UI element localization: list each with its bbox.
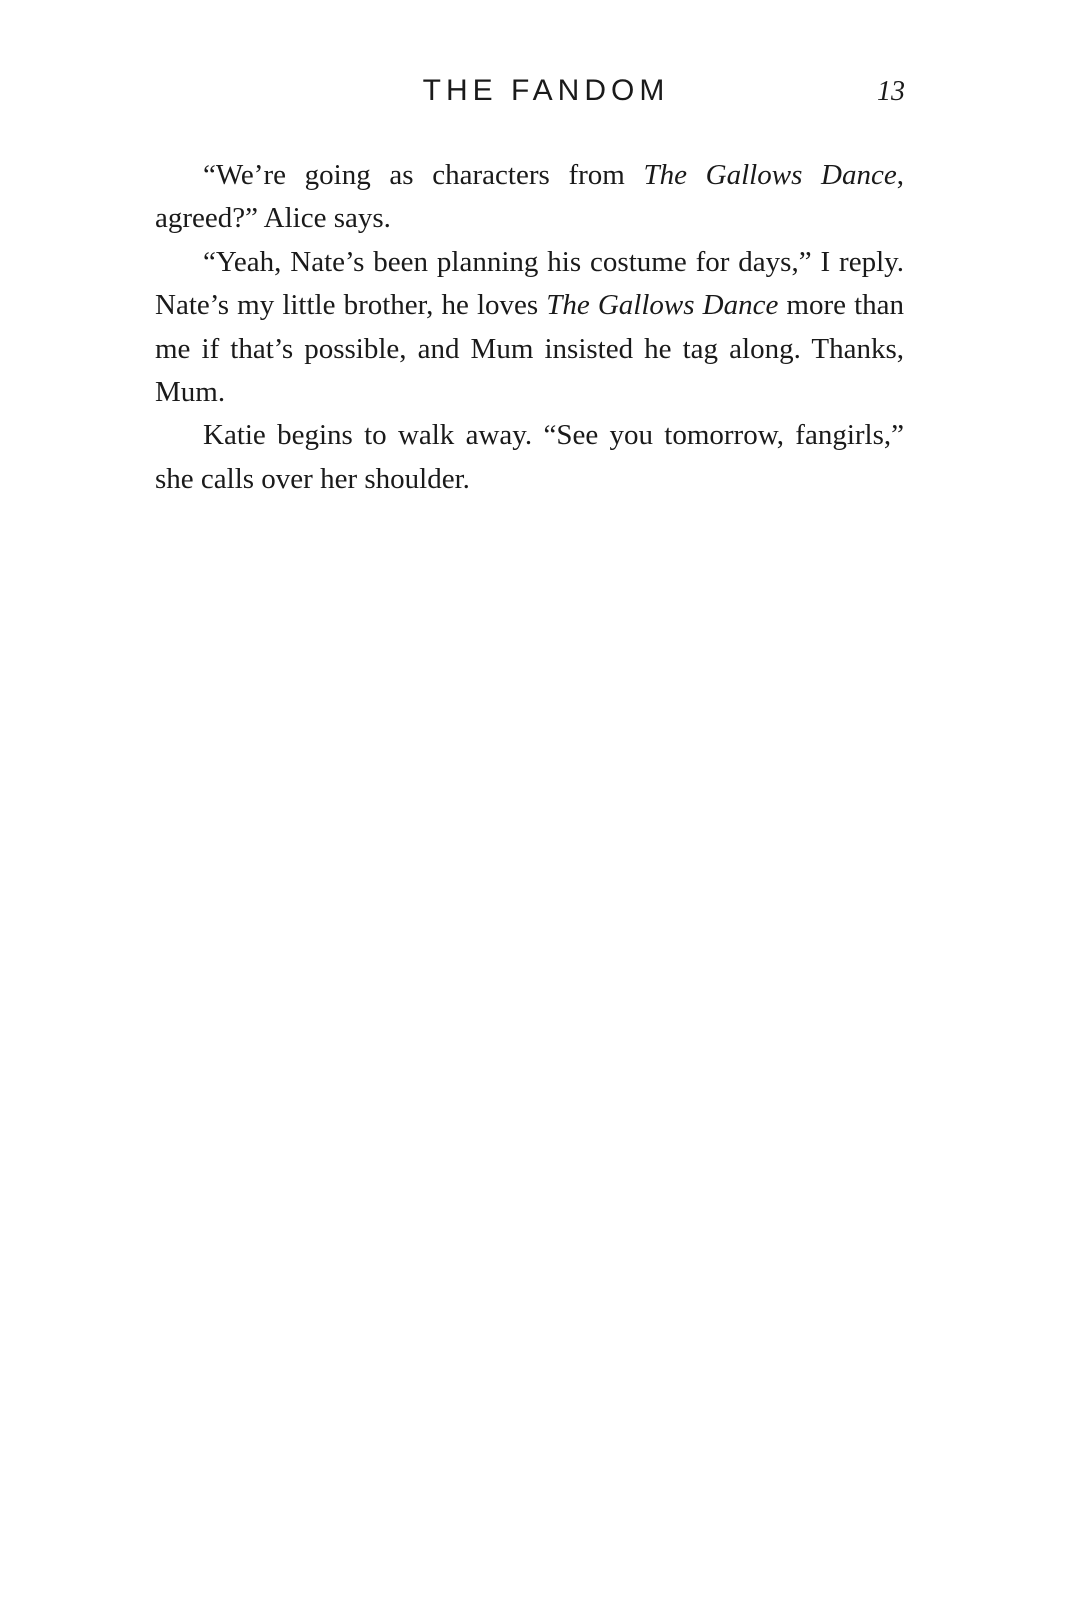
text-segment: , agreed?” Alice says. [155, 159, 904, 235]
body-text [155, 154, 904, 501]
text-segment: Katie begins to walk away. “See you tomorrow, fangirls,” she calls over her shoulder. [155, 419, 904, 495]
running-head [0, 74, 1067, 114]
text-segment: “Yeah, Nate’s been planning his costume for days,” I reply. Nate’s my little brother, he loves [155, 245, 904, 322]
text-segment: more than me if that’s possible, and Mum insisted he tag along. Thanks, Mum. [155, 289, 905, 409]
text-segment: “We’re going as characters from [203, 159, 644, 191]
book-title-italic: The Gallows Dance [546, 289, 779, 322]
page-number: 13 [877, 76, 905, 107]
book-title-italic: The Gallows Dance [643, 159, 897, 191]
paragraph-3 [155, 414, 904, 501]
paragraph-1 [155, 154, 904, 241]
running-title: THE FANDOM [422, 74, 670, 107]
paragraph-2 [155, 241, 904, 415]
